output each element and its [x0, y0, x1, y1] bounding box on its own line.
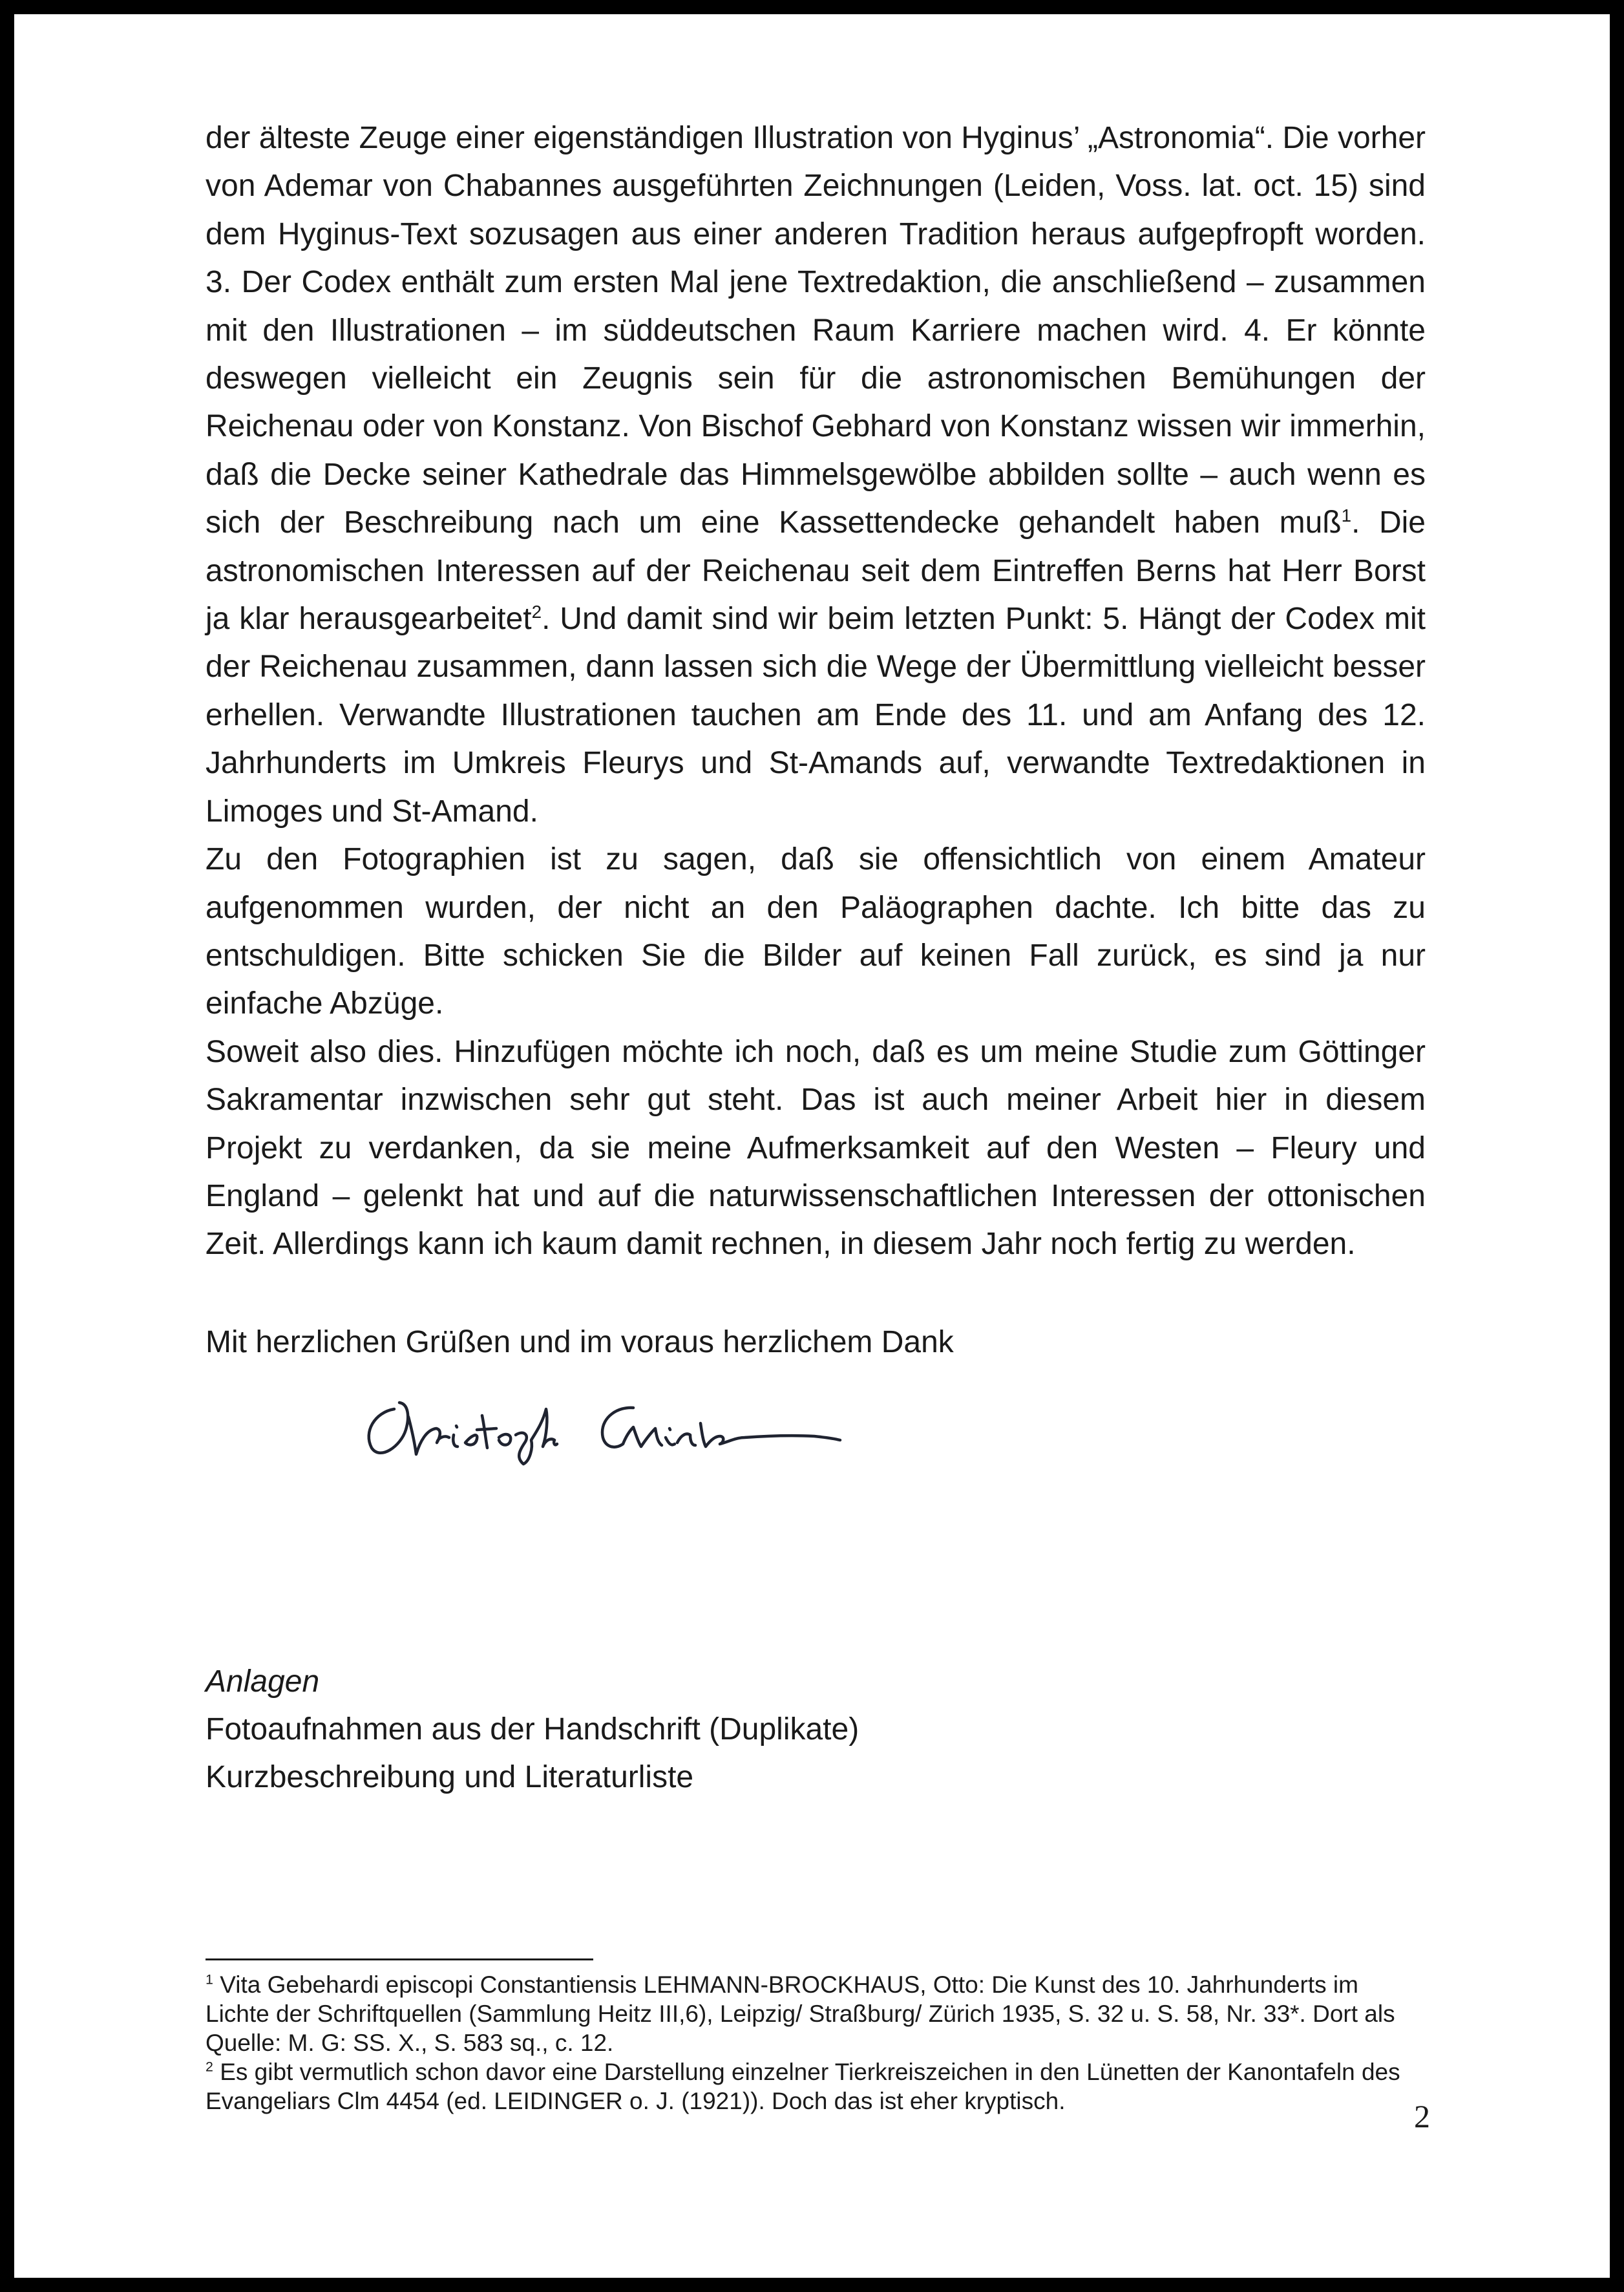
enclosure-item: Kurzbeschreibung und Literaturliste: [206, 1760, 694, 1794]
footnote-ref-2: 2: [531, 601, 542, 622]
enclosure-item: Fotoaufnahmen aus der Handschrift (Duplikate): [206, 1712, 859, 1746]
footnote-text: Es gibt vermutlich schon davor eine Darstellung einzelner Tierkreiszeichen in den Lünetten der Kanontafeln des Evangeliars Clm 4454 (ed. LEIDINGER o. J. (1921)). Doch das ist eher kryptisch.: [206, 2059, 1400, 2114]
footnote-ref-1: 1: [1341, 505, 1352, 525]
paragraph-text: . Und damit sind wir beim letzten Punkt: 5. Hängt der Codex mit der Reichenau zusammen, dann lassen sich die Wege der Übermittlung vielleicht besser erhellen. Verwandte Illustrationen tauchen am Ende des 11. und am Anfang des 12. Jahrhunderts im Umkreis Fleurys und St-Amands auf, verwandte Textredaktionen in Limoges und St-Amand.: [206, 602, 1426, 829]
paragraph-text: . Die astronomischen Interessen auf der Reichenau seit dem Eintreffen Berns hat Herr Borst ja klar herausgearbeitet: [206, 505, 1426, 637]
body-paragraph-2: [206, 836, 1426, 1028]
letter-body: [206, 114, 1426, 1269]
footnote-mark: 1: [206, 1971, 213, 1988]
footnote-mark: 2: [206, 2059, 213, 2075]
body-paragraph-1: [206, 114, 1426, 836]
closing-line: Mit herzlichen Grüßen und im voraus herzlichem Dank: [206, 1325, 954, 1359]
footnotes: [206, 1970, 1408, 2116]
handwritten-signature: [349, 1370, 879, 1474]
footnote-2: [206, 2057, 1408, 2116]
page-number: 2: [1414, 2098, 1430, 2134]
footnote-1: [206, 1970, 1408, 2057]
paragraph-text: Soweit also dies. Hinzufügen möchte ich noch, daß es um meine Studie zum Göttinger Sakramentar inzwischen sehr gut steht. Das ist auch meiner Arbeit hier in diesem Projekt zu verdanken, da sie meine Aufmerksamkeit auf den Westen – Fleury und England – gelenkt hat und auf die naturwissenschaftlichen Interessen der ottonischen Zeit. Allerdings kann ich kaum damit rechnen, in diesem Jahr noch fertig zu werden.: [206, 1034, 1426, 1262]
paragraph-text: der älteste Zeuge einer eigenständigen Illustration von Hyginus’ „Astronomia“. Die vorher von Ademar von Chabannes ausgeführten Zeichnungen (Leiden, Voss. lat. oct. 15) sind dem Hyginus-Text sozusagen aus einer anderen Tradition heraus aufgepfropft worden. 3. Der Codex enthält zum ersten Mal jene Textredaktion, die anschließend – zusammen mit den Illustrationen – im süddeutschen Raum Karriere machen wird. 4. Er könnte deswegen vielleicht ein Zeugnis sein für die astronomischen Bemühungen der Reichenau oder von Konstanz. Von Bischof Gebhard von Konstanz wissen wir immerhin, daß die Decke seiner Kathedrale das Himmelsgewölbe abbilden sollte – auch wenn es sich der Beschreibung nach um eine Kassettendecke gehandelt haben muß: [206, 121, 1426, 540]
body-paragraph-3: [206, 1028, 1426, 1269]
footnote-separator: [206, 1958, 593, 1960]
paragraph-text: Zu den Fotographien ist zu sagen, daß sie offensichtlich von einem Amateur aufgenommen wurden, der nicht an den Paläographen dachte. Ich bitte das zu entschuldigen. Bitte schicken Sie die Bilder auf keinen Fall zurück, es sind ja nur einfache Abzüge.: [206, 842, 1426, 1021]
enclosures-heading: Anlagen: [206, 1664, 320, 1699]
enclosures-list: [206, 1658, 859, 1801]
footnote-text: Vita Gebehardi episcopi Constantiensis LEHMANN-BROCKHAUS, Otto: Die Kunst des 10. Jahrhunderts im Lichte der Schriftquellen (Sammlung Heitz III,6), Leipzig/ Straßburg/ Zürich 1935, S. 32 u. S. 58, Nr. 33*. Dort als Quelle: M. G: SS. X., S. 583 sq., c. 12.: [206, 1971, 1395, 2056]
